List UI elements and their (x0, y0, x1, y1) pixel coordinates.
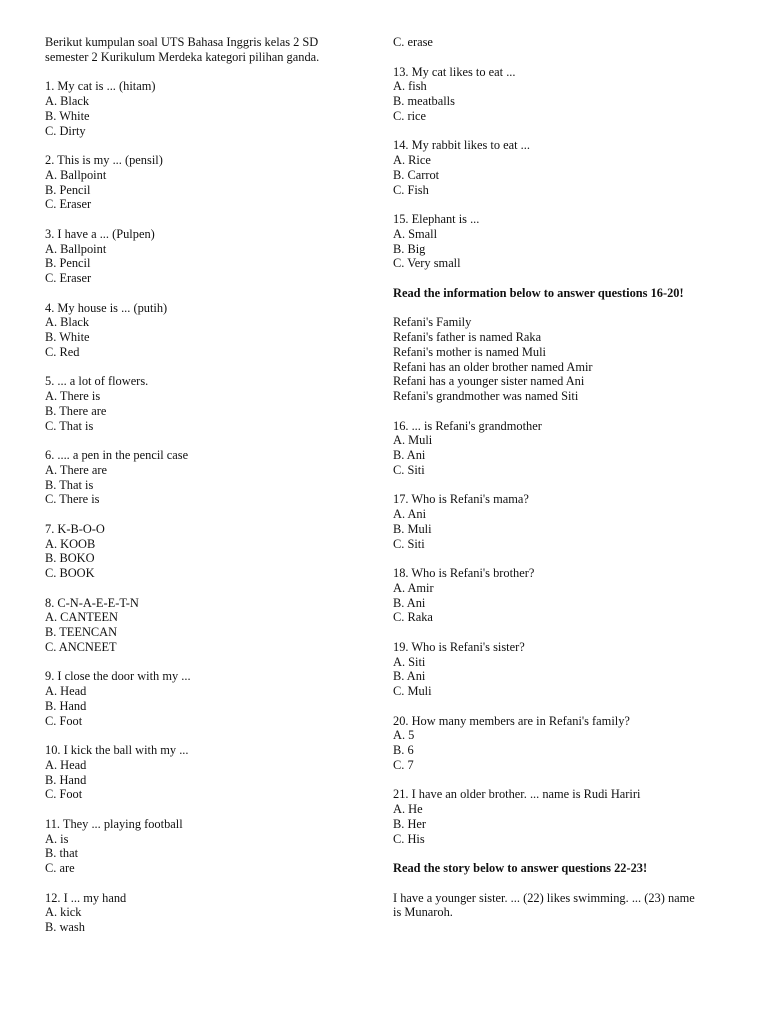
spacer (393, 271, 733, 286)
question-text: 16. ... is Refani's grandmother (393, 418, 542, 433)
question-block (393, 787, 733, 846)
spacer (393, 773, 733, 788)
option-line: A. Ballpoint (45, 241, 107, 256)
spacer (45, 433, 365, 448)
family-info-line: Refani's father is named Raka (393, 330, 542, 344)
option-line: C. Fish (393, 182, 429, 197)
question-block (393, 212, 733, 271)
spacer (45, 802, 365, 817)
question-text: 6. .... a pen in the pencil case (45, 448, 189, 462)
question-block (45, 448, 365, 507)
question-text: 12. I ... my hand (45, 890, 127, 905)
question-text: 18. Who is Refani's brother? (393, 566, 535, 580)
question-block (45, 153, 365, 212)
spacer (393, 551, 733, 566)
question-block (45, 891, 365, 935)
option-line: C. rice (393, 108, 427, 123)
spacer (45, 360, 365, 375)
section-heading: Read the story below to answer questions 22-23! (393, 861, 648, 875)
option-line: C. Foot (45, 787, 83, 802)
section-heading: Read the information below to answer questions 16-20! (393, 285, 684, 300)
question-block (393, 65, 733, 124)
option-line: B. Ani (393, 595, 426, 610)
option-line: A. Siti (393, 654, 426, 669)
spacer (393, 876, 733, 891)
spacer (393, 846, 733, 861)
option-line: C. That is (45, 418, 94, 433)
option-line: A. KOOB (45, 536, 96, 551)
question-text: 2. This is my ... (pensil) (45, 153, 163, 167)
option-line: B. There are (45, 403, 107, 418)
spacer (393, 625, 733, 640)
family-info (393, 315, 733, 404)
spacer (393, 50, 733, 65)
question-block (393, 714, 733, 773)
option-line: A. Amir (393, 580, 434, 595)
option-line: B. Ani (393, 669, 426, 684)
option-line: A. is (45, 831, 69, 846)
option-line: A. Black (45, 94, 90, 108)
option-line: C. Very small (393, 256, 461, 271)
option-line: A. Head (45, 757, 87, 772)
question-block (45, 374, 365, 433)
option-line: C. His (393, 831, 425, 846)
option-line: C. Red (45, 344, 80, 359)
spacer (45, 876, 365, 891)
question-block (393, 640, 733, 699)
spacer (393, 699, 733, 714)
question-block (45, 301, 365, 360)
option-line: C. Dirty (45, 123, 86, 138)
spacer (393, 197, 733, 212)
option-line: C. erase (393, 35, 433, 49)
story-line: is Munaroh. (393, 905, 453, 920)
option-line: B. BOKO (45, 551, 95, 566)
option-line: A. 5 (393, 728, 415, 743)
spacer (393, 404, 733, 419)
spacer (45, 655, 365, 670)
option-line: C. There is (45, 492, 100, 507)
option-line: A. Black (45, 315, 90, 330)
question-block (45, 669, 365, 728)
question-block (45, 227, 365, 286)
spacer (45, 507, 365, 522)
spacer (393, 301, 733, 316)
question-block (45, 596, 365, 655)
option-line: B. White (45, 330, 90, 344)
intro-line: Berikut kumpulan soal UTS Bahasa Inggris kelas 2 SD (45, 35, 319, 49)
option-line: B. That is (45, 477, 94, 492)
option-line: B. Carrot (393, 167, 440, 182)
option-line: A. Rice (393, 153, 431, 167)
question-list-left (45, 79, 365, 935)
option-line: A. He (393, 802, 423, 816)
question-text: 10. I kick the ball with my ... (45, 743, 189, 757)
spacer (45, 65, 365, 80)
intro-paragraph (45, 35, 365, 65)
option-line: B. Hand (45, 698, 87, 713)
spacer (45, 212, 365, 227)
option-line: B. meatballs (393, 94, 455, 108)
intro-line: semester 2 Kurikulum Merdeka kategori pilihan ganda. (45, 49, 320, 64)
question-text: 7. K-B-O-O (45, 521, 105, 536)
option-line: B. White (45, 108, 90, 123)
spacer (45, 286, 365, 301)
family-info-line: Refani has an older brother named Amir (393, 359, 593, 374)
option-line: C. 7 (393, 757, 414, 772)
family-info-line: Refani has a younger sister named Ani (393, 374, 585, 389)
option-line: C. Eraser (45, 271, 92, 285)
option-line: A. CANTEEN (45, 610, 118, 625)
option-line: C. Siti (393, 462, 425, 477)
option-line: C. Raka (393, 610, 433, 625)
option-line: A. Head (45, 684, 87, 698)
question-text: 5. ... a lot of flowers. (45, 374, 149, 389)
question-block (45, 522, 365, 581)
option-line: C. BOOK (45, 566, 95, 580)
spacer (45, 581, 365, 596)
spacer (45, 728, 365, 743)
option-line: B. Pencil (45, 256, 91, 271)
option-line: B. Ani (393, 448, 426, 462)
option-line: C. are (45, 861, 75, 875)
question-text: 19. Who is Refani's sister? (393, 639, 525, 654)
family-info-line: Refani's mother is named Muli (393, 344, 546, 359)
left-column (45, 35, 365, 935)
option-line: B. Muli (393, 521, 432, 536)
option-line: A. There is (45, 389, 101, 403)
question-list-right-a (393, 65, 733, 286)
option-line: A. fish (393, 79, 427, 94)
right-column (393, 35, 733, 920)
option-line: B. that (45, 846, 79, 861)
story-paragraph (393, 891, 733, 921)
question-text: 4. My house is ... (putih) (45, 300, 168, 315)
question-text: 14. My rabbit likes to eat ... (393, 138, 530, 153)
question-text: 17. Who is Refani's mama? (393, 492, 529, 507)
option-line: C. Siti (393, 536, 425, 551)
option-line: A. Muli (393, 433, 433, 448)
option-line: B. TEENCAN (45, 625, 118, 639)
option-line: A. Ballpoint (45, 167, 107, 182)
family-info-line: Refani's Family (393, 315, 472, 330)
option-line: B. wash (45, 920, 85, 934)
option-line: A. Small (393, 226, 438, 241)
option-line: C. Foot (45, 713, 83, 728)
option-line: B. Her (393, 816, 427, 831)
question-block (393, 566, 733, 625)
question-block (393, 138, 733, 197)
question-block (45, 743, 365, 802)
family-info-line: Refani's grandmother was named Siti (393, 389, 579, 403)
option-line: C. ANCNEET (45, 639, 117, 654)
question-block (393, 419, 733, 478)
option-line: A. There are (45, 462, 108, 477)
question-text: 1. My cat is ... (hitam) (45, 79, 156, 94)
option-line: B. Hand (45, 772, 87, 787)
option-line: C. Muli (393, 684, 432, 698)
spacer (45, 138, 365, 153)
option-line: B. Pencil (45, 182, 91, 197)
question-list-right-b (393, 419, 733, 862)
spacer (393, 124, 733, 139)
question-block (393, 492, 733, 551)
spacer (393, 478, 733, 493)
question-text: 3. I have a ... (Pulpen) (45, 226, 155, 241)
question-block (45, 79, 365, 138)
option-line: B. 6 (393, 743, 414, 757)
question-text: 21. I have an older brother. ... name is Rudi Hariri (393, 787, 641, 802)
option-line: A. kick (45, 905, 82, 920)
option-line: B. Big (393, 241, 426, 256)
option-line: A. Ani (393, 507, 427, 521)
option-line: C. Eraser (45, 197, 92, 212)
question-text: 20. How many members are in Refani's family? (393, 713, 630, 728)
question-block (45, 817, 365, 876)
question-text: 15. Elephant is ... (393, 212, 480, 226)
question-text: 9. I close the door with my ... (45, 669, 191, 684)
question-text: 11. They ... playing football (45, 816, 183, 831)
question-text: 13. My cat likes to eat ... (393, 64, 516, 79)
story-line: I have a younger sister. ... (22) likes swimming. ... (23) name (393, 890, 695, 905)
question-text: 8. C-N-A-E-E-T-N (45, 595, 139, 610)
